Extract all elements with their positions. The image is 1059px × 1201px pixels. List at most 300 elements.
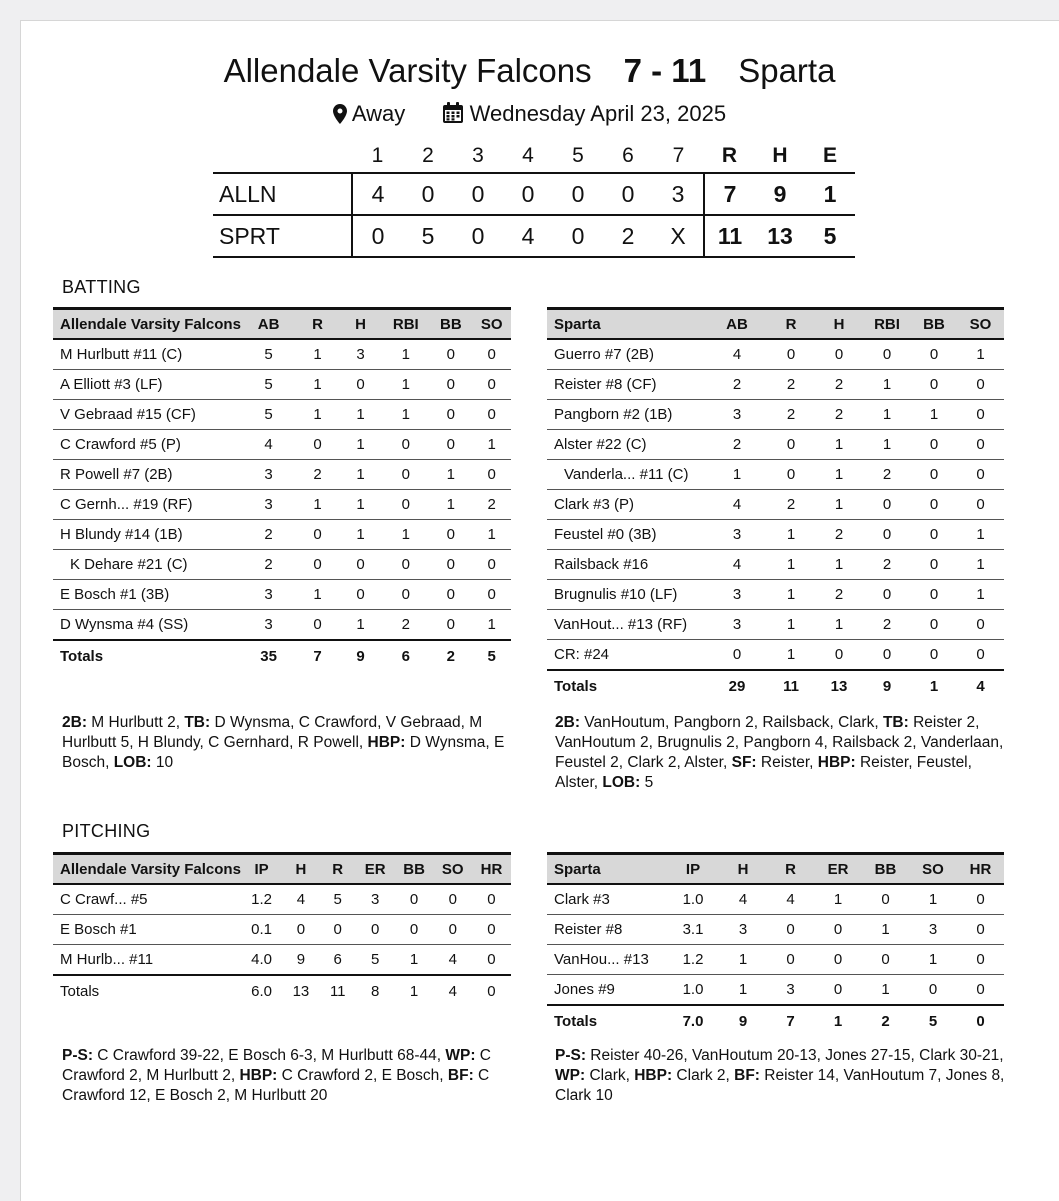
stat-col-header: BB — [395, 854, 434, 885]
inning-score: 0 — [403, 173, 453, 215]
stat-col-header: IP — [667, 854, 719, 885]
player-name: K Dehare #21 (C) — [53, 550, 241, 580]
player-name: C Crawf... #5 — [53, 884, 241, 915]
player-row — [547, 460, 1004, 490]
stat-cell: 1 — [863, 400, 911, 430]
stat-col-header: BB — [862, 854, 909, 885]
stat-cell: 0 — [911, 460, 957, 490]
note-label: WP: — [445, 1047, 476, 1064]
stat-cell: 1 — [472, 430, 511, 460]
player-name: Clark #3 (P) — [547, 490, 707, 520]
stat-cell: 0 — [863, 640, 911, 671]
linescore-col-header: R — [721, 144, 738, 167]
stat-cell: 2 — [815, 580, 863, 610]
stat-cell: 1 — [863, 370, 911, 400]
totals-cell: 1 — [833, 1012, 843, 1030]
stat-col-header: AB — [241, 309, 296, 340]
player-name: Clark #3 — [547, 884, 667, 915]
stat-cell: 0 — [472, 339, 511, 370]
linescore-col-header: 4 — [522, 144, 534, 167]
player-name: Brugnulis #10 (LF) — [547, 580, 707, 610]
stat-cell: 0 — [957, 490, 1004, 520]
stat-cell: 1 — [339, 430, 382, 460]
note-text: Reister 40-26, VanHoutum 20-13, Jones 27-15, Clark 30-21, — [586, 1047, 1004, 1064]
player-row — [53, 550, 511, 580]
stat-col-header: RBI — [382, 309, 429, 340]
home-pitching-notes — [62, 1046, 512, 1106]
stat-cell: 0 — [814, 975, 862, 1006]
totals-cell: 7 — [313, 647, 322, 665]
totals-cell: 1 — [929, 677, 939, 695]
stat-cell: 1 — [382, 370, 429, 400]
stat-cell: 0 — [767, 339, 815, 370]
note-text: C Crawford 2, E Bosch, — [277, 1067, 448, 1084]
totals-row — [547, 1005, 1004, 1036]
stat-cell: 3 — [339, 339, 382, 370]
player-row — [547, 550, 1004, 580]
stat-cell: 0 — [957, 640, 1004, 671]
player-row — [53, 884, 511, 915]
player-row — [547, 945, 1004, 975]
stat-col-header: R — [296, 309, 339, 340]
inning-score: 3 — [653, 173, 704, 215]
pitching-section-label: PITCHING — [62, 821, 151, 841]
stat-cell: 0 — [767, 915, 814, 945]
stat-cell: 0 — [382, 460, 429, 490]
stat-cell: 3 — [241, 490, 296, 520]
stat-cell: 3.1 — [667, 915, 719, 945]
stat-col-header: R — [320, 854, 356, 885]
player-name: R Powell #7 (2B) — [53, 460, 241, 490]
totals-label: Totals — [554, 1012, 598, 1030]
final-score: 7 - 11 — [623, 52, 707, 89]
stat-cell: 0 — [339, 580, 382, 610]
totals-cell: 9 — [882, 677, 892, 695]
stat-cell: 1 — [909, 945, 957, 975]
stat-cell: 0 — [382, 550, 429, 580]
linescore-col-header: 5 — [572, 144, 584, 167]
totals-label: Totals — [60, 647, 104, 665]
home-batting-notes — [62, 713, 512, 773]
note-label: BF: — [734, 1067, 760, 1084]
stat-cell: 1 — [382, 520, 429, 550]
player-row — [53, 400, 511, 430]
totals-cell: 6 — [401, 647, 410, 665]
inning-score: 0 — [553, 215, 603, 257]
stat-cell: 0 — [472, 370, 511, 400]
stat-cell: 0 — [429, 580, 472, 610]
stat-col-header: R — [767, 854, 814, 885]
stat-cell: 0 — [957, 915, 1004, 945]
away-batting-notes — [555, 713, 1005, 793]
totals-cell: 4 — [976, 677, 985, 695]
stat-cell: 3 — [909, 915, 957, 945]
stat-cell: 1 — [296, 400, 339, 430]
errors-total: 5 — [805, 215, 855, 257]
stat-cell: 0 — [862, 945, 909, 975]
stat-cell: 5 — [241, 400, 296, 430]
linescore-col-header: 2 — [422, 144, 434, 167]
stat-cell: 1 — [296, 490, 339, 520]
stat-col-header: RBI — [863, 309, 911, 340]
stat-cell: 0 — [472, 580, 511, 610]
stat-cell: 4 — [707, 339, 767, 370]
note-text: Reister, — [756, 754, 818, 771]
player-row — [547, 915, 1004, 945]
totals-cell: 9 — [738, 1012, 748, 1030]
totals-cell: 0 — [976, 1012, 985, 1030]
batting-section-label: BATTING — [62, 277, 141, 297]
player-row — [547, 430, 1004, 460]
stat-cell: 1.0 — [667, 975, 719, 1006]
stat-cell: 1 — [339, 490, 382, 520]
stat-cell: 2 — [296, 460, 339, 490]
stat-cell: 3 — [241, 460, 296, 490]
stat-cell: 0 — [356, 915, 395, 945]
player-name: Reister #8 (CF) — [547, 370, 707, 400]
stat-cell: 4 — [241, 430, 296, 460]
stat-cell: 0 — [957, 884, 1004, 915]
stat-cell: 0 — [429, 400, 472, 430]
runs-total: 7 — [704, 173, 755, 215]
stat-cell: 1 — [862, 975, 909, 1006]
stat-cell: 0 — [767, 460, 815, 490]
stat-col-header: ER — [356, 854, 395, 885]
player-name: A Elliott #3 (LF) — [53, 370, 241, 400]
stat-cell: 2 — [767, 370, 815, 400]
stat-cell: 0 — [814, 945, 862, 975]
stat-cell: 0 — [395, 884, 434, 915]
note-label: HBP: — [817, 754, 856, 771]
stat-cell: 2 — [815, 370, 863, 400]
player-name: Reister #8 — [547, 915, 667, 945]
stat-cell: 3 — [719, 915, 767, 945]
away-team-name: Sparta — [738, 52, 836, 89]
stat-cell: 1.0 — [667, 884, 719, 915]
player-name: Feustel #0 (3B) — [547, 520, 707, 550]
stat-cell: 0 — [911, 430, 957, 460]
stat-col-header: IP — [241, 854, 282, 885]
totals-cell: 5 — [928, 1012, 938, 1030]
inning-score: 0 — [453, 173, 503, 215]
stat-cell: 0.1 — [241, 915, 282, 945]
totals-cell: 35 — [260, 647, 277, 665]
stat-cell: 2 — [863, 460, 911, 490]
stat-header-row — [547, 309, 1004, 340]
note-label: HBP: — [634, 1067, 673, 1084]
stat-cell: 1 — [911, 400, 957, 430]
player-name: C Gernh... #19 (RF) — [53, 490, 241, 520]
stat-cell: 5 — [241, 370, 296, 400]
stat-cell: 6 — [320, 945, 356, 976]
player-row — [547, 580, 1004, 610]
stat-cell: 1 — [339, 520, 382, 550]
stat-col-header: HR — [957, 854, 1004, 885]
totals-cell: 29 — [728, 677, 746, 695]
stat-cell: 0 — [429, 610, 472, 641]
stat-cell: 1 — [339, 460, 382, 490]
stat-cell: 4 — [434, 945, 472, 976]
totals-cell: 13 — [292, 982, 310, 1000]
note-label: LOB: — [602, 774, 641, 791]
stat-col-header: HR — [472, 854, 511, 885]
totals-cell: 1 — [409, 982, 419, 1000]
stat-cell: 4 — [707, 550, 767, 580]
stat-cell: 0 — [434, 884, 472, 915]
player-name: V Gebraad #15 (CF) — [53, 400, 241, 430]
away-batting-table — [547, 307, 1004, 701]
stat-cell: 2 — [767, 490, 815, 520]
player-row — [53, 945, 511, 976]
linescore-team: SPRT — [213, 215, 352, 257]
player-name: Vanderla... #11 (C) — [547, 460, 707, 490]
stat-cell: 2 — [472, 490, 511, 520]
totals-cell: 2 — [881, 1012, 890, 1030]
runs-total: 11 — [704, 215, 755, 257]
linescore-col-header: 1 — [371, 144, 384, 167]
stat-cell: 0 — [429, 339, 472, 370]
player-row — [547, 339, 1004, 370]
stat-cell: 0 — [911, 339, 957, 370]
stat-cell: 4 — [719, 884, 767, 915]
hits-total: 13 — [755, 215, 805, 257]
linescore-col-header: 3 — [472, 144, 484, 167]
stat-cell: 1 — [767, 520, 815, 550]
stat-cell: 0 — [472, 884, 511, 915]
stat-cell: 0 — [296, 430, 339, 460]
stat-col-header: R — [767, 309, 815, 340]
note-label: TB: — [184, 714, 211, 731]
stat-cell: 0 — [911, 490, 957, 520]
stat-cell: 1 — [429, 490, 472, 520]
player-row — [53, 490, 511, 520]
stat-cell: 1 — [909, 884, 957, 915]
stat-cell: 0 — [957, 975, 1004, 1006]
stat-cell: 0 — [767, 945, 814, 975]
stat-cell: 1 — [719, 975, 767, 1006]
player-name: VanHou... #13 — [547, 945, 667, 975]
away-pitching-table — [547, 852, 1004, 1036]
totals-cell: 0 — [487, 982, 496, 1000]
stat-cell: 1 — [429, 460, 472, 490]
stat-col-header: SO — [434, 854, 472, 885]
stat-cell: 5 — [241, 339, 296, 370]
stat-cell: 4 — [707, 490, 767, 520]
player-row — [53, 370, 511, 400]
stat-cell: 1 — [815, 490, 863, 520]
stat-cell: 3 — [241, 610, 296, 641]
game-date: Wednesday April 23, 2025 — [469, 101, 727, 126]
note-label: 2B: — [555, 714, 580, 731]
stat-cell: 0 — [472, 460, 511, 490]
stat-cell: 3 — [707, 520, 767, 550]
inning-score: 4 — [503, 215, 553, 257]
errors-total: 1 — [805, 173, 855, 215]
player-name: VanHout... #13 (RF) — [547, 610, 707, 640]
stat-cell: 2 — [767, 400, 815, 430]
totals-cell: 9 — [356, 647, 365, 665]
player-name: C Crawford #5 (P) — [53, 430, 241, 460]
stat-cell: 0 — [911, 640, 957, 671]
inning-score: 0 — [453, 215, 503, 257]
stat-cell: 0 — [911, 550, 957, 580]
inning-score: 0 — [603, 173, 653, 215]
stat-cell: 0 — [296, 610, 339, 641]
totals-cell: 4 — [448, 982, 457, 1000]
stat-cell: 0 — [395, 915, 434, 945]
player-name: Jones #9 — [547, 975, 667, 1006]
player-row — [547, 884, 1004, 915]
stat-cell: 0 — [863, 490, 911, 520]
hits-total: 9 — [755, 173, 805, 215]
note-label: BF: — [447, 1067, 474, 1084]
stat-cell: 1 — [815, 610, 863, 640]
linescore-table — [213, 140, 855, 258]
player-row — [547, 370, 1004, 400]
inning-score: 5 — [403, 215, 453, 257]
player-name: Alster #22 (C) — [547, 430, 707, 460]
stat-col-header: SO — [909, 854, 957, 885]
stat-cell: 0 — [429, 430, 472, 460]
note-text: VanHoutum, Pangborn 2, Railsback, Clark, — [579, 714, 883, 731]
stat-cell: 1 — [767, 610, 815, 640]
stat-cell: 2 — [815, 520, 863, 550]
stat-cell: 0 — [909, 975, 957, 1006]
note-text: Clark 2, — [672, 1067, 735, 1084]
note-text: C Crawford 39-22, E Bosch 6-3, M Hurlbutt 68-44, — [93, 1047, 446, 1064]
stat-cell: 0 — [429, 550, 472, 580]
totals-cell: 13 — [830, 677, 848, 695]
player-row — [547, 975, 1004, 1006]
totals-cell: 6.0 — [251, 982, 273, 1000]
player-name: M Hurlb... #11 — [53, 945, 241, 976]
stat-cell: 3 — [707, 610, 767, 640]
stat-cell: 0 — [472, 400, 511, 430]
stat-cell: 0 — [296, 550, 339, 580]
linescore-col-header: E — [822, 144, 837, 167]
stat-cell: 0 — [957, 945, 1004, 975]
stat-cell: 0 — [814, 915, 862, 945]
stat-cell: 0 — [957, 400, 1004, 430]
stat-cell: 0 — [282, 915, 319, 945]
note-text: 10 — [151, 754, 174, 771]
stat-cell: 1 — [957, 550, 1004, 580]
stat-col-header: BB — [911, 309, 957, 340]
note-text: M Hurlbutt 2, — [86, 714, 185, 731]
note-text: Reister 14, VanHoutum 7, Jones 8, Clark 10 — [555, 1067, 1005, 1104]
stat-cell: 1 — [296, 339, 339, 370]
note-label: 2B: — [62, 714, 87, 731]
linescore-header-row — [213, 140, 855, 173]
note-label: TB: — [882, 714, 909, 731]
stat-cell: 0 — [320, 915, 356, 945]
stat-cell: 1 — [339, 400, 382, 430]
linescore-team: ALLN — [213, 173, 352, 215]
player-row — [53, 520, 511, 550]
team-header: Allendale Varsity Falcons — [53, 854, 241, 885]
totals-cell: 7 — [786, 1012, 795, 1030]
note-label: LOB: — [113, 754, 152, 771]
stat-cell: 0 — [863, 339, 911, 370]
stat-header-row — [53, 854, 511, 885]
stat-cell: 1 — [395, 945, 434, 976]
stat-cell: 3 — [707, 400, 767, 430]
location-pin-icon — [333, 104, 347, 124]
totals-row — [547, 670, 1004, 701]
note-label: P-S: — [62, 1047, 93, 1064]
stat-cell: 1 — [767, 640, 815, 671]
team-header: Sparta — [547, 309, 707, 340]
stat-cell: 0 — [911, 610, 957, 640]
player-name: Guerro #7 (2B) — [547, 339, 707, 370]
note-text: Reister, Feustel, Alster, — [555, 754, 972, 791]
player-name: E Bosch #1 — [53, 915, 241, 945]
stat-cell: 3 — [356, 884, 395, 915]
stat-cell: 0 — [707, 640, 767, 671]
stat-cell: 3 — [707, 580, 767, 610]
player-row — [53, 610, 511, 641]
stat-cell: 1 — [719, 945, 767, 975]
stat-col-header: ER — [814, 854, 862, 885]
linescore-corner — [213, 140, 352, 173]
stat-cell: 2 — [707, 430, 767, 460]
stat-cell: 2 — [815, 400, 863, 430]
stat-cell: 2 — [241, 550, 296, 580]
stat-cell: 1 — [957, 339, 1004, 370]
stat-cell: 0 — [339, 370, 382, 400]
player-row — [547, 610, 1004, 640]
note-text: 5 — [640, 774, 654, 791]
stat-cell: 2 — [707, 370, 767, 400]
linescore-col-header: H — [772, 144, 788, 167]
totals-cell: 11 — [329, 982, 346, 1000]
player-row — [547, 400, 1004, 430]
note-label: SF: — [731, 754, 757, 771]
stat-col-header: H — [719, 854, 767, 885]
totals-cell: 7.0 — [682, 1012, 704, 1030]
note-label: HBP: — [367, 734, 406, 751]
linescore-col-header: 7 — [672, 144, 685, 167]
stat-cell: 1 — [382, 339, 429, 370]
stat-cell: 1.2 — [241, 884, 282, 915]
stat-cell: 1 — [707, 460, 767, 490]
stat-cell: 4 — [767, 884, 814, 915]
note-text: C Crawford 2, M Hurlbutt 2, — [62, 1047, 491, 1084]
stat-col-header: H — [282, 854, 319, 885]
player-name: M Hurlbutt #11 (C) — [53, 339, 241, 370]
stat-cell: 0 — [429, 370, 472, 400]
stat-cell: 0 — [911, 520, 957, 550]
player-row — [547, 520, 1004, 550]
inning-score: 0 — [553, 173, 603, 215]
stat-cell: 1.2 — [667, 945, 719, 975]
stat-cell: 2 — [863, 610, 911, 640]
stat-cell: 1 — [862, 915, 909, 945]
stat-cell: 0 — [957, 430, 1004, 460]
note-label: P-S: — [555, 1047, 586, 1064]
home-batting-table — [53, 307, 511, 671]
stat-cell: 1 — [863, 430, 911, 460]
player-name: CR: #24 — [547, 640, 707, 671]
player-row — [53, 339, 511, 370]
stat-cell: 2 — [382, 610, 429, 641]
stat-cell: 9 — [282, 945, 319, 976]
stat-col-header: BB — [429, 309, 472, 340]
home-team-name: Allendale Varsity Falcons — [223, 52, 592, 89]
inning-score: 0 — [352, 215, 403, 257]
stat-cell: 0 — [911, 370, 957, 400]
player-name: E Bosch #1 (3B) — [53, 580, 241, 610]
